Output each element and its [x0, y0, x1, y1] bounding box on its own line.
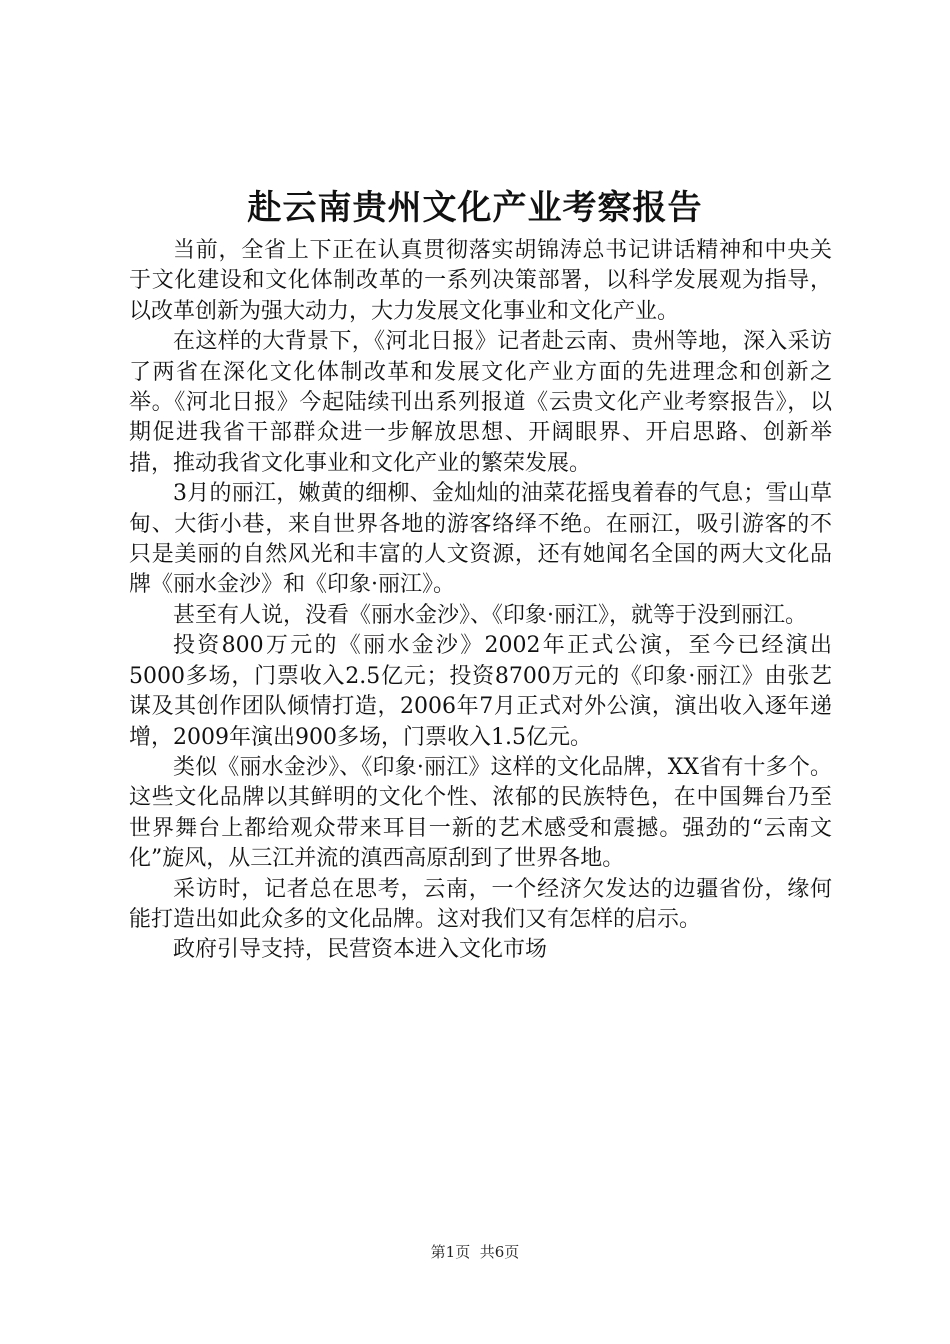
- document-title: 赴云南贵州文化产业考察报告: [247, 188, 703, 228]
- page-total: 共6页: [479, 1243, 520, 1261]
- paragraph: 在这样的大背景下，《河北日报》记者赴云南、贵州等地，深入采访了两省在深化文化体制改革和发展文化产业方面的先进理念和创新之举。《河北日报》今起陆续刊出系列报道《云贵文化产业考察报告》，以期促进我省干部群众进一步解放思想、开阔眼界、开启思路、创新举措，推动我省文化事业和文化产业的繁荣发展。: [129, 329, 832, 476]
- paragraph: 采访时，记者总在思考，云南，一个经济欠发达的边疆省份，缘何能打造出如此众多的文化品牌。这对我们又有怎样的启示。: [129, 876, 832, 932]
- page-number: 第1页: [430, 1243, 471, 1261]
- page-footer: [0, 1241, 950, 1263]
- paragraph: 投资800万元的《丽水金沙》2002年正式公演，至今已经演出5000多场，门票收入2.5亿元；投资8700万元的《印象·丽江》由张艺谋及其创作团队倾情打造，2006年7月正式对外公演，演出收入逐年递增，2009年演出900多场，门票收入1.5亿元。: [129, 633, 832, 750]
- paragraph: 3月的丽江，嫩黄的细柳、金灿灿的油菜花摇曳着春的气息；雪山草甸、大街小巷，来自世界各地的游客络绎不绝。在丽江，吸引游客的不只是美丽的自然风光和丰富的人文资源，还有她闻名全国的两大文化品牌《丽水金沙》和《印象·丽江》。: [129, 481, 832, 598]
- paragraph: 当前，全省上下正在认真贯彻落实胡锦涛总书记讲话精神和中央关于文化建设和文化体制改革的一系列决策部署，以科学发展观为指导，以改革创新为强大动力，大力发展文化事业和文化产业。: [129, 238, 832, 324]
- section-heading: 政府引导支持，民营资本进入文化市场: [173, 937, 548, 963]
- paragraph: 类似《丽水金沙》、《印象·丽江》这样的文化品牌，XX省有十多个。这些文化品牌以其鲜明的文化个性、浓郁的民族特色，在中国舞台乃至世界舞台上都给观众带来耳目一新的艺术感受和震撼。强劲的“云南文化”旋风，从三江并流的滇西高原刮到了世界各地。: [129, 754, 832, 872]
- paragraph: 甚至有人说，没看《丽水金沙》、《印象·丽江》，就等于没到丽江。: [173, 602, 807, 628]
- document-body: [129, 236, 832, 966]
